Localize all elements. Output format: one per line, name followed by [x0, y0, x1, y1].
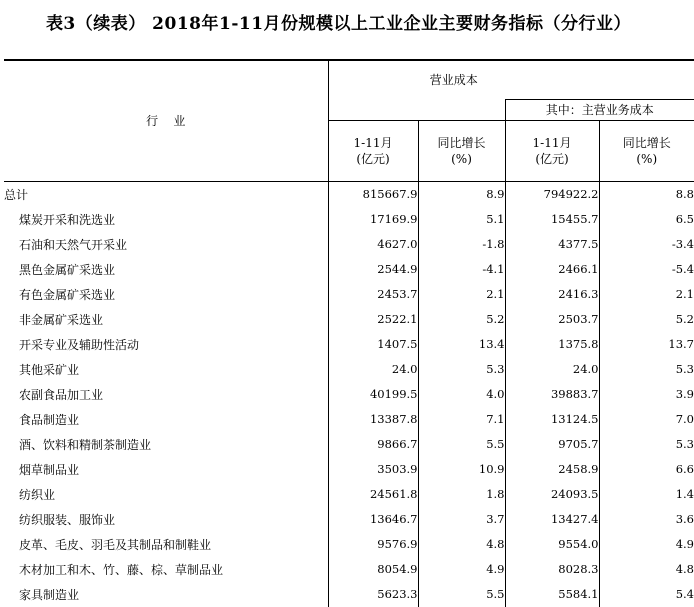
- cost-growth-cell: 7.1: [418, 407, 505, 432]
- table-row: [4, 507, 694, 532]
- main-cost-cell: 9554.0: [505, 532, 599, 557]
- main-cost-growth-cell: 4.8: [599, 557, 694, 582]
- main-cost-growth-cell: 6.5: [599, 207, 694, 232]
- cost-growth-cell: 5.1: [418, 207, 505, 232]
- cost-growth-line1: 同比增长: [419, 135, 505, 151]
- cost-cell: 8054.9: [328, 557, 418, 582]
- industry-column-header: 行 业: [4, 60, 328, 182]
- cost-growth-cell: 1.8: [418, 482, 505, 507]
- main-cost-growth-header: [599, 121, 694, 182]
- industry-cell: 纺织业: [4, 482, 328, 507]
- main-cost-growth-cell: 8.8: [599, 182, 694, 207]
- table-row: [4, 257, 694, 282]
- main-cost-cell: 24.0: [505, 357, 599, 382]
- main-cost-cell: 2458.9: [505, 457, 599, 482]
- page-title: 表3（续表） 2018年1-11月份规模以上工业企业主要财务指标（分行业）: [0, 9, 677, 34]
- industry-cell: 烟草制品业: [4, 457, 328, 482]
- table-header: [4, 60, 694, 182]
- cost-growth-cell: 13.4: [418, 332, 505, 357]
- cost-cell: 17169.9: [328, 207, 418, 232]
- main-cost-growth-cell: -3.4: [599, 232, 694, 257]
- main-cost-period-line2: (亿元): [506, 151, 599, 167]
- main-cost-period-header: [505, 121, 599, 182]
- cost-growth-header: [418, 121, 505, 182]
- table-body: [4, 182, 694, 607]
- main-cost-growth-cell: 7.0: [599, 407, 694, 432]
- main-cost-cell: 13427.4: [505, 507, 599, 532]
- cost-growth-cell: -1.8: [418, 232, 505, 257]
- main-cost-cell: 13124.5: [505, 407, 599, 432]
- cost-cell: 3503.9: [328, 457, 418, 482]
- cost-growth-cell: 5.5: [418, 582, 505, 607]
- main-cost-growth-cell: 5.3: [599, 432, 694, 457]
- main-cost-growth-cell: -5.4: [599, 257, 694, 282]
- cost-growth-cell: 5.5: [418, 432, 505, 457]
- cost-cell: 1407.5: [328, 332, 418, 357]
- main-cost-growth-line2: (%): [600, 151, 694, 167]
- main-cost-growth-cell: 5.2: [599, 307, 694, 332]
- main-cost-cell: 39883.7: [505, 382, 599, 407]
- table-row: [4, 382, 694, 407]
- cost-cell: 2544.9: [328, 257, 418, 282]
- table-row: [4, 432, 694, 457]
- main-cost-growth-cell: 3.6: [599, 507, 694, 532]
- financial-indicators-table: [4, 59, 694, 607]
- cost-cell: 5623.3: [328, 582, 418, 607]
- cost-cell: 2453.7: [328, 282, 418, 307]
- cost-cell: 9866.7: [328, 432, 418, 457]
- table-row: [4, 582, 694, 607]
- main-cost-cell: 2466.1: [505, 257, 599, 282]
- cost-growth-cell: -4.1: [418, 257, 505, 282]
- industry-cell: 有色金属矿采选业: [4, 282, 328, 307]
- cost-growth-cell: 5.2: [418, 307, 505, 332]
- industry-cell: 石油和天然气开采业: [4, 232, 328, 257]
- main-cost-cell: 4377.5: [505, 232, 599, 257]
- cost-growth-cell: 8.9: [418, 182, 505, 207]
- main-cost-cell: 5584.1: [505, 582, 599, 607]
- table-row: [4, 557, 694, 582]
- operating-cost-header-label: 营业成本: [430, 72, 478, 88]
- main-cost-cell: 2503.7: [505, 307, 599, 332]
- industry-cell: 酒、饮料和精制茶制造业: [4, 432, 328, 457]
- industry-cell: 农副食品加工业: [4, 382, 328, 407]
- industry-cell: 纺织服装、服饰业: [4, 507, 328, 532]
- cost-cell: 4627.0: [328, 232, 418, 257]
- industry-cell: 非金属矿采选业: [4, 307, 328, 332]
- cost-cell: 815667.9: [328, 182, 418, 207]
- table-row: [4, 282, 694, 307]
- main-cost-growth-cell: 4.9: [599, 532, 694, 557]
- operating-cost-spacer: [328, 100, 505, 121]
- table-row: [4, 232, 694, 257]
- main-cost-cell: 9705.7: [505, 432, 599, 457]
- industry-cell: 食品制造业: [4, 407, 328, 432]
- cost-growth-cell: 4.8: [418, 532, 505, 557]
- main-cost-growth-cell: 13.7: [599, 332, 694, 357]
- operating-cost-header: [328, 60, 694, 100]
- main-cost-cell: 24093.5: [505, 482, 599, 507]
- table-row: [4, 457, 694, 482]
- table-row: [4, 482, 694, 507]
- main-cost-cell: 2416.3: [505, 282, 599, 307]
- main-business-cost-header: 其中：主营业务成本: [505, 100, 694, 121]
- cost-cell: 24561.8: [328, 482, 418, 507]
- industry-cell: 皮革、毛皮、羽毛及其制品和制鞋业: [4, 532, 328, 557]
- cost-cell: 13646.7: [328, 507, 418, 532]
- table-row: [4, 182, 694, 207]
- cost-cell: 9576.9: [328, 532, 418, 557]
- cost-growth-cell: 2.1: [418, 282, 505, 307]
- industry-cell: 总计: [4, 182, 328, 207]
- cost-cell: 40199.5: [328, 382, 418, 407]
- cost-period-header: [328, 121, 418, 182]
- main-cost-growth-cell: 5.4: [599, 582, 694, 607]
- industry-cell: 家具制造业: [4, 582, 328, 607]
- cost-period-line1: 1-11月: [329, 135, 418, 151]
- cost-growth-cell: 4.0: [418, 382, 505, 407]
- table-row: [4, 357, 694, 382]
- industry-cell: 开采专业及辅助性活动: [4, 332, 328, 357]
- main-cost-growth-cell: 6.6: [599, 457, 694, 482]
- cost-cell: 2522.1: [328, 307, 418, 332]
- main-cost-growth-cell: 2.1: [599, 282, 694, 307]
- cost-cell: 24.0: [328, 357, 418, 382]
- main-cost-growth-cell: 3.9: [599, 382, 694, 407]
- cost-growth-cell: 4.9: [418, 557, 505, 582]
- cost-growth-line2: (%): [419, 151, 505, 167]
- table-row: [4, 532, 694, 557]
- table-row: [4, 307, 694, 332]
- main-cost-cell: 794922.2: [505, 182, 599, 207]
- cost-growth-cell: 10.9: [418, 457, 505, 482]
- industry-cell: 木材加工和木、竹、藤、棕、草制品业: [4, 557, 328, 582]
- industry-cell: 其他采矿业: [4, 357, 328, 382]
- cost-cell: 13387.8: [328, 407, 418, 432]
- cost-growth-cell: 5.3: [418, 357, 505, 382]
- main-cost-growth-cell: 5.3: [599, 357, 694, 382]
- main-cost-growth-line1: 同比增长: [600, 135, 694, 151]
- table-row: [4, 207, 694, 232]
- main-cost-growth-cell: 1.4: [599, 482, 694, 507]
- table-row: [4, 332, 694, 357]
- main-cost-period-line1: 1-11月: [506, 135, 599, 151]
- main-cost-cell: 1375.8: [505, 332, 599, 357]
- industry-cell: 黑色金属矿采选业: [4, 257, 328, 282]
- main-cost-cell: 8028.3: [505, 557, 599, 582]
- cost-growth-cell: 3.7: [418, 507, 505, 532]
- cost-period-line2: (亿元): [329, 151, 418, 167]
- table-row: [4, 407, 694, 432]
- main-cost-cell: 15455.7: [505, 207, 599, 232]
- industry-cell: 煤炭开采和洗选业: [4, 207, 328, 232]
